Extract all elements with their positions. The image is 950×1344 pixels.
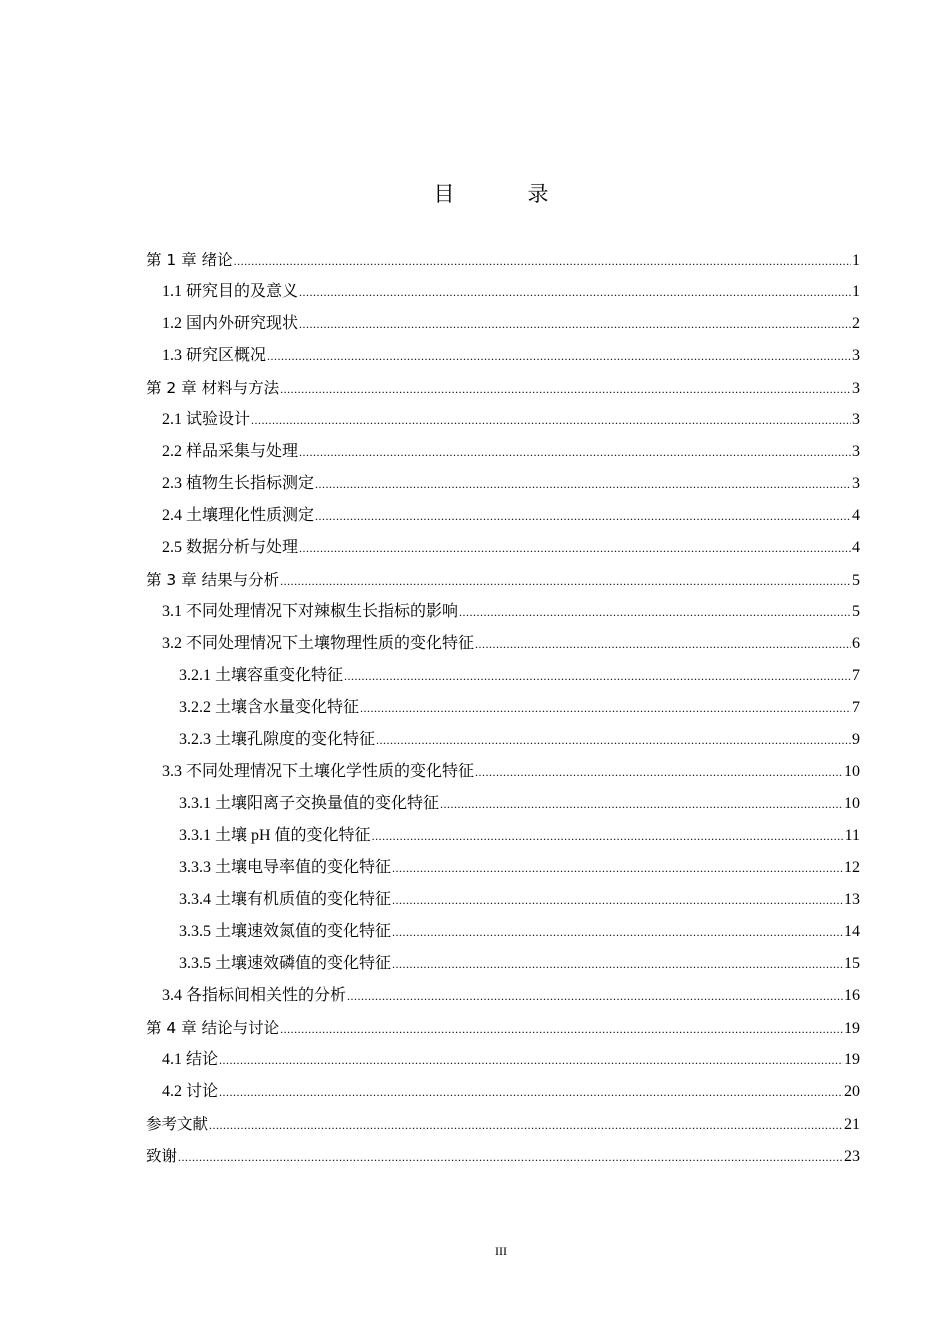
toc-entry-page-number: 14 [844,923,860,940]
toc-dot-leader [299,436,851,468]
toc-dot-leader [360,692,851,724]
toc-entry[interactable] [146,596,860,628]
toc-entry[interactable] [146,756,860,788]
toc-entry-page-number: 13 [844,891,860,908]
toc-entry-page-number: 2 [852,315,860,332]
toc-entry-page-number: 9 [852,731,860,748]
toc-entry[interactable] [146,916,860,948]
toc-entry-label: 3.3.5 土壤速效氮值的变化特征 [179,923,392,940]
toc-dot-leader [219,1044,843,1076]
toc-entry-label: 2.2 样品采集与处理 [162,443,299,460]
toc-entry[interactable] [146,1108,860,1140]
toc-entry-label: 4.2 讨论 [162,1083,219,1100]
toc-entry-page-number: 16 [844,987,860,1004]
toc-entry-page-number: 19 [844,1051,860,1068]
toc-dot-leader [376,724,851,756]
toc-entry[interactable] [146,820,860,852]
toc-entry[interactable] [146,564,860,596]
toc-entry-page-number: 3 [852,475,860,492]
toc-entry-label: 第 4 章 结论与讨论 [146,1019,280,1037]
toc-entry-label: 2.1 试验设计 [162,411,251,428]
toc-dot-leader [178,1141,843,1173]
toc-entry-label: 3.3.3 土壤电导率值的变化特征 [179,859,392,876]
toc-entry[interactable] [146,1044,860,1076]
toc-entry[interactable] [146,948,860,980]
toc-entry-label: 第 2 章 材料与方法 [146,379,280,397]
toc-entry-label: 2.5 数据分析与处理 [162,539,299,556]
toc-dot-leader [392,852,843,884]
toc-entry[interactable] [146,628,860,660]
toc-entry-label: 4.1 结论 [162,1051,219,1068]
toc-dot-leader [267,340,851,372]
toc-dot-leader [440,788,843,820]
toc-dot-leader [299,276,851,308]
toc-dot-leader [315,468,851,500]
toc-dot-leader [251,404,851,436]
toc-entry-label: 3.3.1 土壤 pH 值的变化特征 [179,827,371,844]
toc-entry-page-number: 19 [844,1020,860,1037]
toc-entry-label: 致谢 [146,1147,178,1165]
toc-entry-label: 2.3 植物生长指标测定 [162,475,315,492]
toc-dot-leader [459,596,851,628]
toc-entry-page-number: 15 [844,955,860,972]
toc-entry[interactable] [146,1140,860,1172]
toc-entry-label: 3.3.5 土壤速效磷值的变化特征 [179,955,392,972]
page-title: 目 录 [433,182,575,206]
toc-dot-leader [475,756,843,788]
toc-entry-page-number: 4 [852,539,860,556]
toc-entry[interactable] [146,532,860,564]
toc-dot-leader [234,245,851,277]
toc-dot-leader [392,916,843,948]
toc-entry[interactable] [146,468,860,500]
toc-entry-label: 3.2.1 土壤容重变化特征 [179,667,344,684]
toc-dot-leader [280,373,851,405]
table-of-contents [146,244,860,1172]
toc-dot-leader [344,660,851,692]
toc-entry[interactable] [146,1076,860,1108]
toc-entry[interactable] [146,436,860,468]
toc-entry-page-number: 4 [852,507,860,524]
toc-entry-label: 3.3.4 土壤有机质值的变化特征 [179,891,392,908]
toc-dot-leader [280,565,851,597]
toc-entry-page-number: 3 [852,411,860,428]
toc-entry-label: 2.4 土壤理化性质测定 [162,507,315,524]
page-number-footer: III [495,1244,507,1258]
toc-dot-leader [392,948,843,980]
toc-entry[interactable] [146,244,860,276]
toc-entry-label: 1.3 研究区概况 [162,347,267,364]
toc-entry[interactable] [146,788,860,820]
toc-entry[interactable] [146,372,860,404]
toc-entry[interactable] [146,884,860,916]
toc-entry-page-number: 5 [852,603,860,620]
toc-dot-leader [372,820,844,852]
toc-entry[interactable] [146,1012,860,1044]
toc-dot-leader [299,532,851,564]
toc-entry-label: 3.2 不同处理情况下土壤物理性质的变化特征 [162,635,475,652]
toc-entry-label: 3.2.2 土壤含水量变化特征 [179,699,360,716]
toc-entry-label: 3.2.3 土壤孔隙度的变化特征 [179,731,376,748]
toc-entry-label: 第 1 章 绪论 [146,251,233,269]
toc-entry-page-number: 6 [852,635,860,652]
toc-dot-leader [219,1076,843,1108]
toc-dot-leader [280,1013,843,1045]
toc-entry[interactable] [146,980,860,1012]
toc-entry-page-number: 3 [852,443,860,460]
toc-entry[interactable] [146,276,860,308]
toc-entry-page-number: 5 [852,572,860,589]
toc-entry-page-number: 7 [852,699,860,716]
toc-entry-page-number: 20 [844,1083,860,1100]
toc-entry-page-number: 1 [852,283,860,300]
toc-dot-leader [315,500,851,532]
toc-entry-page-number: 11 [844,827,860,844]
toc-dot-leader [347,980,843,1012]
toc-dot-leader [475,628,851,660]
toc-dot-leader [392,884,843,916]
toc-entry-page-number: 10 [844,763,860,780]
toc-entry-page-number: 12 [844,859,860,876]
toc-entry[interactable] [146,852,860,884]
toc-entry-page-number: 21 [844,1116,860,1133]
toc-entry-page-number: 23 [844,1148,860,1165]
toc-entry[interactable] [146,308,860,340]
toc-entry[interactable] [146,724,860,756]
toc-dot-leader [299,308,851,340]
toc-dot-leader [209,1109,843,1141]
toc-entry-label: 3.1 不同处理情况下对辣椒生长指标的影响 [162,603,459,620]
toc-entry-page-number: 3 [852,380,860,397]
toc-entry-label: 1.1 研究目的及意义 [162,283,299,300]
toc-entry[interactable] [146,660,860,692]
toc-entry-label: 3.3 不同处理情况下土壤化学性质的变化特征 [162,763,475,780]
toc-entry-page-number: 1 [852,252,860,269]
toc-entry-page-number: 3 [852,347,860,364]
toc-entry-label: 3.3.1 土壤阳离子交换量值的变化特征 [179,795,440,812]
toc-entry-label: 第 3 章 结果与分析 [146,571,280,589]
toc-entry[interactable] [146,404,860,436]
toc-entry-label: 1.2 国内外研究现状 [162,315,299,332]
toc-entry-label: 3.4 各指标间相关性的分析 [162,987,347,1004]
toc-entry[interactable] [146,500,860,532]
toc-entry-label: 参考文献 [146,1115,209,1133]
toc-entry[interactable] [146,340,860,372]
toc-entry[interactable] [146,692,860,724]
toc-entry-page-number: 10 [844,795,860,812]
toc-entry-page-number: 7 [852,667,860,684]
